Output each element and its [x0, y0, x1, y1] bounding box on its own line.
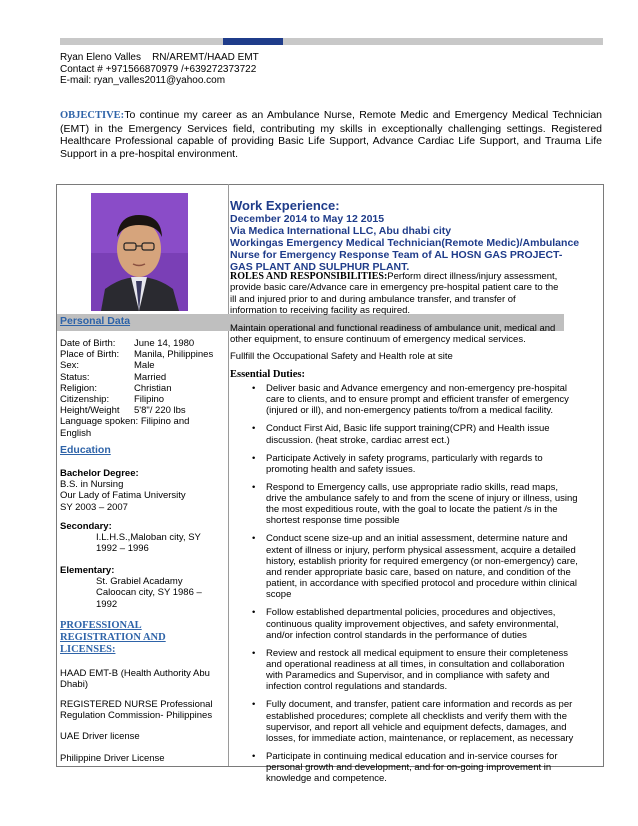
duty-text: Fully document, and transfer, patient care information and records as per established procedures; complete all checklists and verify them with the supervisor, and report all vehicle and equipment defects, damages, and losses, for immediate action, maintenance, or replacement, as necessary	[266, 699, 574, 745]
work-position	[230, 237, 580, 273]
duties-list	[250, 383, 580, 791]
duty-text: Participate Actively in safety programs, particularly with regards to promoting health and safety issues.	[266, 452, 543, 475]
name-line: Ryan Eleno Valles RN/AREMT/HAAD EMT	[60, 52, 259, 63]
personal-value: Manila, Philippines	[134, 349, 214, 361]
top-rule	[60, 38, 603, 45]
duty-item	[250, 751, 580, 785]
personal-key: Height/Weight	[60, 405, 120, 417]
education-bachelor	[60, 468, 225, 513]
license-rn	[60, 699, 225, 721]
personal-data-list	[60, 338, 225, 439]
personal-value: Christian	[134, 382, 172, 394]
bachelor-label: Bachelor Degree:	[60, 468, 139, 479]
duty-text: Follow established departmental policies, procedures and objectives, continuous quality improvement objectives, and safety environmental, and/or infection control standards in the performance of duties	[266, 607, 559, 641]
objective-section	[60, 109, 602, 160]
secondary-years: 1992 – 1996	[96, 543, 149, 555]
licenses-heading	[60, 620, 166, 656]
profile-photo	[91, 193, 188, 311]
bullet-icon: •	[252, 533, 256, 545]
secondary-school: I.L.H.S.,Maloban city, SY	[96, 532, 201, 544]
work-dates: December 2014 to May 12 2015	[230, 213, 385, 225]
personal-value: Filipino	[134, 394, 165, 406]
personal-value: Male	[134, 360, 155, 372]
personal-value: Married	[134, 371, 167, 383]
duty-item	[250, 453, 580, 475]
duty-item	[250, 482, 580, 527]
fulfill-paragraph: Fullfill the Occupational Safety and Health role at site	[230, 351, 453, 362]
work-company: Via Medica International LLC, Abu dhabi city	[230, 225, 452, 237]
duty-item	[250, 699, 580, 744]
objective-label: OBJECTIVE:	[60, 110, 125, 121]
language-line-2: English	[60, 427, 92, 439]
duty-text: Participate in continuing medical education and in-service courses for personal growth and development, and for on-going improvement in knowledge and competence.	[266, 751, 558, 785]
personal-row	[60, 360, 225, 371]
duty-item	[250, 383, 580, 417]
personal-row	[60, 383, 225, 394]
bachelor-school: Our Lady of Fatima University	[60, 490, 186, 502]
duty-item	[250, 423, 580, 445]
licenses-heading-line: LICENSES:	[60, 644, 116, 655]
license-haad-line: HAAD EMT-B (Health Authority Abu	[60, 668, 210, 679]
personal-row	[60, 349, 225, 360]
bullet-icon: •	[252, 383, 256, 394]
work-position-line: Nurse for Emergency Response Team of AL HOSN GAS PROJECT-	[230, 249, 563, 261]
duty-item	[250, 648, 580, 693]
bullet-icon: •	[252, 481, 256, 493]
contact-header	[60, 52, 259, 87]
duty-text: Conduct scene size-up and an initial assessment, determine nature and extent of illness or injury, perform physical assessment, acquire a detailed history, establish priority for required emergency (or non-emergency) care, and render appropriate basic care, based on nature, and condition of the patient, in accordance with specified protocol and procedure within clinical scope	[266, 533, 578, 601]
license-rn-line-2: Regulation Commission- Philippines	[60, 710, 213, 722]
bachelor-course: B.S. in Nursing	[60, 479, 124, 491]
education-secondary	[60, 521, 225, 555]
duty-text: Conduct First Aid, Basic life support training(CPR) and Health issue discussion. (heat stroke, cardiac arrest ect.)	[266, 423, 550, 446]
personal-key: Religion:	[60, 382, 97, 394]
personal-row	[60, 372, 225, 383]
language-line: Language spoken: Filipino and	[60, 416, 190, 428]
licenses-heading-line: PROFESSIONAL	[60, 620, 142, 631]
contact-phone: Contact # +971566870979 /+639272373722	[60, 63, 257, 75]
license-haad-line-2: Dhabi)	[60, 679, 88, 691]
duty-item	[250, 607, 580, 641]
personal-key: Date of Birth:	[60, 338, 116, 349]
licenses-heading-line: REGISTRATION AND	[60, 632, 166, 643]
personal-key: Sex:	[60, 360, 80, 372]
license-uae: UAE Driver license	[60, 731, 140, 742]
bullet-icon: •	[252, 452, 256, 464]
duty-text: Deliver basic and Advance emergency and non-emergency pre-hospital care to clients, and to ensure prompt and efficient transfer of emergency (injured or ill), and non-emergency patients to/from a medical facility.	[266, 383, 569, 417]
roles-label: ROLES AND RESPONSIBILITIES:	[230, 271, 388, 282]
personal-data-heading: Personal Data	[60, 315, 131, 327]
personal-row	[60, 394, 225, 405]
secondary-label: Secondary:	[60, 521, 112, 532]
personal-row	[60, 405, 225, 416]
license-ph: Philippine Driver License	[60, 753, 165, 764]
personal-value: June 14, 1980	[134, 338, 195, 349]
bullet-icon: •	[252, 751, 256, 763]
column-divider	[228, 184, 229, 766]
work-experience-heading: Work Experience:	[230, 198, 340, 213]
duty-item	[250, 533, 580, 600]
personal-key: Citizenship:	[60, 394, 110, 406]
bullet-icon: •	[252, 423, 256, 435]
duty-text: Respond to Emergency calls, use appropriate radio skills, read maps, drive the ambulance safely to and from the scene of injury or illness, using the most expeditious route, with the goal to locate the patient /s in the shortest response time possible	[266, 481, 578, 527]
personal-row	[60, 338, 225, 349]
personal-key: Status:	[60, 371, 90, 383]
contact-email: E-mail: ryan_valles2011@yahoo.com	[60, 75, 226, 86]
essential-duties-heading: Essential Duties:	[230, 369, 305, 380]
personal-key: Place of Birth:	[60, 349, 120, 361]
objective-text: To continue my career as an Ambulance Nurse, Remote Medic and Emergency Medical Technician (EMT) in the Emergency Services field, contributing my skills in exceptionally challenging settings. Registered Healthcare Professional capable of providing Basic Life Support, Advance Cardiac Life Support, and Trauma Life Support in a pre-hospital environment.	[60, 109, 602, 160]
work-position-line: GAS PLANT AND SULPHUR PLANT.	[230, 261, 410, 273]
roles-text: Perform direct illness/injury assessment, provide basic care/Advance care in emergency pre-hospital patient care to the ill and injured prior to and during ambulance transfer, and transfer of information to receiving facility as required.	[230, 271, 559, 317]
roles-paragraph	[230, 271, 564, 317]
elementary-years: 1992	[96, 598, 118, 610]
profile-photo-image	[91, 193, 188, 311]
bullet-icon: •	[252, 647, 256, 659]
bachelor-years: SY 2003 – 2007	[60, 501, 128, 513]
duty-text: Review and restock all medical equipment to ensure their completeness and operational readiness at all times, in consultation and collaboration with Paramedics and Supervisor, and in compliance with safety and infection control regulations and standards.	[266, 647, 569, 693]
elementary-school: St. Grabiel Acadamy	[96, 576, 183, 588]
top-rule-accent	[223, 38, 283, 45]
license-haad	[60, 668, 225, 690]
work-position-line: Workingas Emergency Medical Technician(Remote Medic)/Ambulance	[230, 237, 580, 249]
bullet-icon: •	[252, 607, 256, 619]
elementary-label: Elementary:	[60, 565, 115, 576]
personal-value: 5'8"/ 220 lbs	[134, 405, 186, 417]
maintain-paragraph: Maintain operational and functional readiness of ambulance unit, medical and other equipment, to ensure continuum of emergency medical services.	[230, 323, 556, 346]
education-heading: Education	[60, 444, 111, 456]
license-rn-line: REGISTERED NURSE Professional	[60, 699, 213, 710]
elementary-city: Caloocan city, SY 1986 –	[96, 587, 202, 599]
education-elementary	[60, 565, 225, 610]
bullet-icon: •	[252, 699, 256, 711]
